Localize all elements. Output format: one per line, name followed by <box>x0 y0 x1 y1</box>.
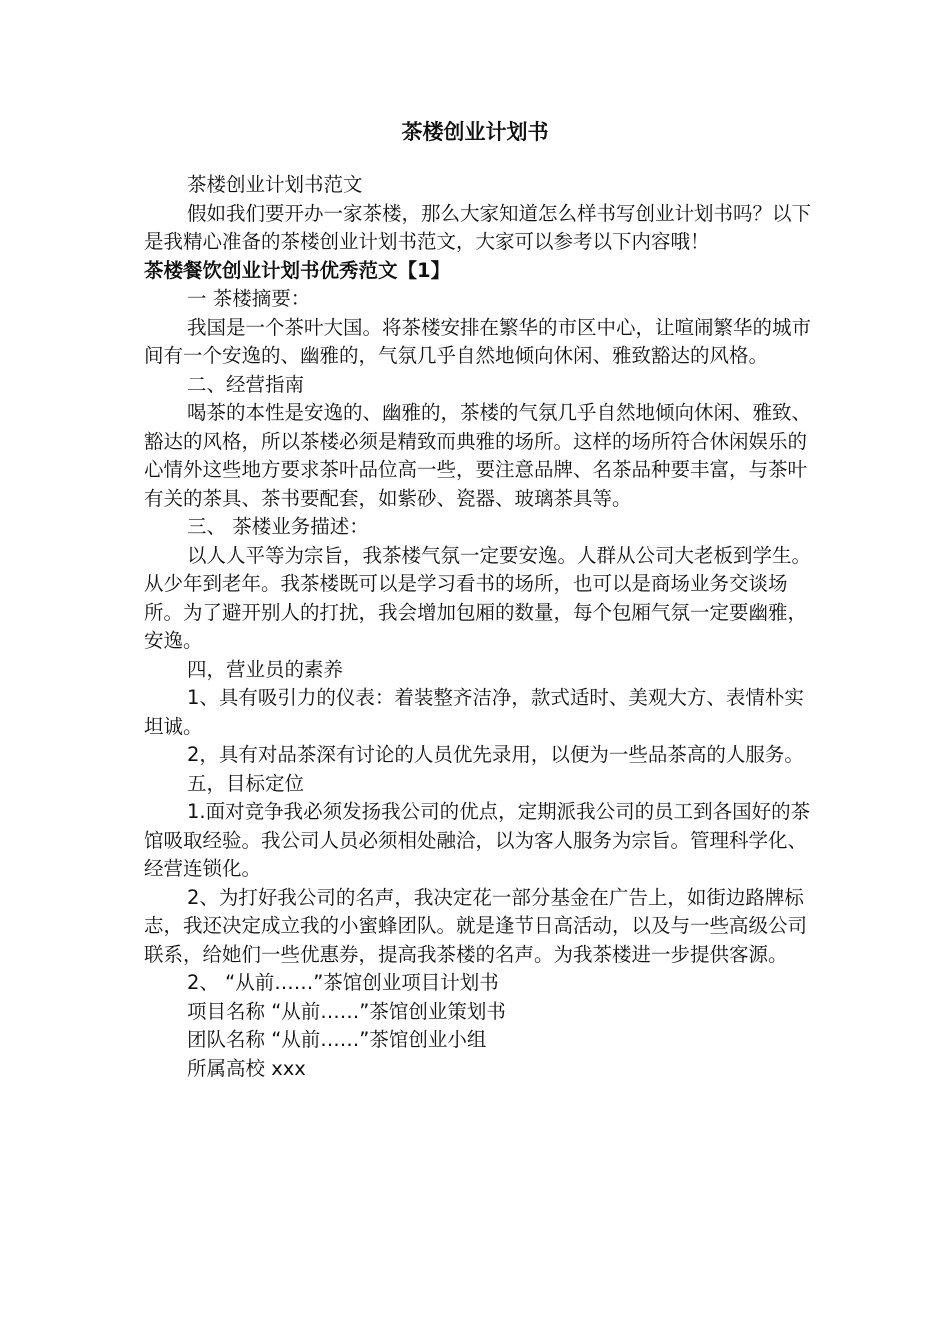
document-body <box>144 171 814 1083</box>
paragraph: 1.面对竞争我必须发扬我公司的优点，定期派我公司的员工到各国好的茶馆吸取经验。我公司人员必须相处融洽，以为客人服务为宗旨。管理科学化、经营连锁化。 <box>144 800 811 880</box>
paragraph: 我国是一个茶叶大国。将茶楼安排在繁华的市区中心，让喧闹繁华的城市间有一个安逸的、幽雅的，气氛几乎自然地倾向休闲、雅致豁达的风格。 <box>144 315 812 367</box>
document-title: 茶楼创业计划书 <box>401 120 549 144</box>
paragraph: 2、为打好我公司的名声，我决定花一部分基金在广告上，如街边路牌标志，我还决定成立我的小蜜蜂团队。就是逢节日高活动，以及与一些高级公司联系，给她们一些优惠券，提高我茶楼的名声。为我茶楼进一步提供客源。 <box>144 885 808 966</box>
paragraph: 二、经营指南 <box>187 372 305 396</box>
paragraph: 四，营业员的素养 <box>187 657 344 681</box>
paragraph: 茶楼创业计划书范文 <box>187 173 363 196</box>
paragraph: 假如我们要开办一家茶楼，那么大家知道怎么样书写创业计划书吗？以下是我精心准备的茶楼创业计划书范文，大家可以参考以下内容哦！ <box>144 201 812 253</box>
paragraph: 所属高校 xxx <box>187 1056 306 1080</box>
paragraph: 一 茶楼摘要： <box>187 287 311 310</box>
paragraph: 1、具有吸引力的仪表：着装整齐洁净，款式适时、美观大方、表情朴实坦诚。 <box>144 686 804 738</box>
paragraph: 团队名称 “从前……”茶馆创业小组 <box>187 1028 487 1051</box>
paragraph: 项目名称 “从前……”茶馆创业策划书 <box>187 999 506 1023</box>
paragraph: 三、 茶楼业务描述： <box>187 515 369 538</box>
section-heading: 茶楼餐饮创业计划书优秀范文【1】 <box>144 258 451 282</box>
paragraph: 2，具有对品茶深有讨论的人员优先录用，以便为一些品茶高的人服务。 <box>187 743 804 766</box>
paragraph: 2、 “从前……”茶馆创业项目计划书 <box>187 971 499 994</box>
paragraph: 喝茶的本性是安逸的、幽雅的，茶楼的气氛几乎自然地倾向休闲、雅致、豁达的风格，所以茶楼必须是精致而典雅的场所。这样的场所符合休闲娱乐的心情外这些地方要求茶叶品位高一些，要注意品牌、名茶品种要丰富，与茶叶有关的茶具、茶书要配套，如紫砂、瓷器、玻璃茶具等。 <box>144 401 812 510</box>
paragraph: 五，目标定位 <box>187 771 305 795</box>
paragraph: 以人人平等为宗旨，我茶楼气氛一定要安逸。人群从公司大老板到学生。从少年到老年。我茶楼既可以是学习看书的场所，也可以是商场业务交谈场所。为了避开别人的打扰，我会增加包厢的数量，每个包厢气氛一定要幽雅，安逸。 <box>144 543 812 652</box>
